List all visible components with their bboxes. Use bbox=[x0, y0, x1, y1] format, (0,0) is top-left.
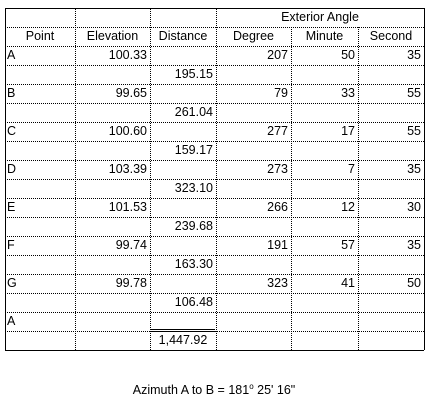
leg-distance: 159.17 bbox=[174, 143, 213, 158]
angle-degree: 277 bbox=[267, 124, 288, 139]
header-degree: Degree bbox=[233, 29, 274, 44]
leg-distance: 261.04 bbox=[174, 105, 213, 120]
total-double-rule bbox=[151, 329, 215, 332]
azimuth-suffix: 25' 16" bbox=[253, 383, 296, 397]
angle-second: 35 bbox=[407, 48, 421, 63]
station-elevation: 99.78 bbox=[115, 276, 147, 291]
angle-degree: 273 bbox=[267, 162, 288, 177]
leg-distance: 239.68 bbox=[174, 219, 213, 234]
angle-second: 35 bbox=[407, 162, 421, 177]
angle-second bbox=[358, 312, 424, 331]
leg-distance: 106.48 bbox=[174, 295, 213, 310]
angle-degree: 191 bbox=[267, 238, 288, 253]
station-elevation: 99.74 bbox=[115, 238, 147, 253]
station-point: A bbox=[7, 314, 16, 329]
leg-distance: 163.30 bbox=[174, 257, 213, 272]
station-elevation: 99.65 bbox=[115, 86, 147, 101]
leg-distance: 323.10 bbox=[174, 181, 213, 196]
station-point: D bbox=[7, 162, 17, 177]
angle-second: 30 bbox=[407, 200, 421, 215]
azimuth-prefix: Azimuth A to B = 181 bbox=[132, 383, 250, 397]
station-elevation bbox=[75, 312, 150, 331]
angle-minute: 50 bbox=[341, 48, 355, 63]
station-point: B bbox=[7, 86, 16, 101]
angle-minute: 33 bbox=[341, 86, 355, 101]
header-elevation: Elevation bbox=[86, 29, 139, 44]
leg-distance: 195.15 bbox=[174, 67, 213, 82]
header-distance: Distance bbox=[158, 29, 208, 44]
angle-minute: 17 bbox=[341, 124, 355, 139]
header-second: Second bbox=[369, 29, 413, 44]
angle-second: 55 bbox=[407, 124, 421, 139]
angle-degree: 323 bbox=[267, 276, 288, 291]
angle-minute: 12 bbox=[341, 200, 355, 215]
angle-degree bbox=[216, 312, 291, 331]
angle-degree: 266 bbox=[267, 200, 288, 215]
angle-degree: 79 bbox=[274, 86, 288, 101]
row-rule bbox=[5, 350, 424, 351]
station-elevation: 103.39 bbox=[108, 162, 147, 177]
station-elevation: 101.53 bbox=[108, 200, 147, 215]
degree-symbol: o bbox=[249, 381, 254, 391]
station-point: C bbox=[7, 124, 17, 139]
station-point: F bbox=[7, 238, 15, 253]
header-point: Point bbox=[25, 29, 55, 44]
angle-second: 35 bbox=[407, 238, 421, 253]
angle-second: 55 bbox=[407, 86, 421, 101]
traverse-table bbox=[5, 8, 424, 358]
angle-minute: 57 bbox=[341, 238, 355, 253]
station-point: G bbox=[7, 276, 17, 291]
header-minute: Minute bbox=[305, 29, 344, 44]
azimuth-note bbox=[0, 381, 428, 397]
angle-degree: 207 bbox=[267, 48, 288, 63]
total-distance: 1,447.92 bbox=[158, 333, 208, 348]
angle-minute: 41 bbox=[341, 276, 355, 291]
exterior-angle-header: Exterior Angle bbox=[281, 10, 359, 25]
angle-second: 50 bbox=[407, 276, 421, 291]
station-point: A bbox=[7, 48, 16, 63]
angle-minute: 7 bbox=[348, 162, 355, 177]
station-elevation: 100.33 bbox=[108, 48, 147, 63]
station-elevation: 100.60 bbox=[108, 124, 147, 139]
column-rule bbox=[424, 8, 425, 350]
angle-minute bbox=[291, 312, 358, 331]
station-point: E bbox=[7, 200, 16, 215]
